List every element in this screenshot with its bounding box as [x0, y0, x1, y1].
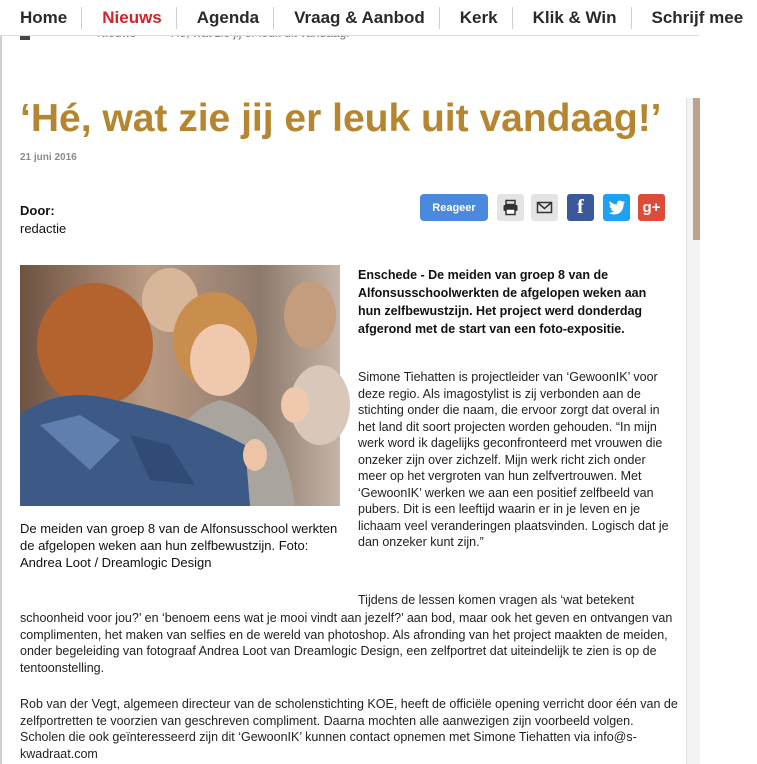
nav-item-schrijf-mee[interactable]: Schrijf mee — [651, 7, 744, 27]
paragraph-text: Rob van der Vegt, algemeen directeur van de scholenstichting KOE, heeft de officiële opening verricht door één van de zelfportretten te voorzien van geschreven compliment. Daarna mochten alle aanwezigen zijn voorbeeld volgen. Scholen die ook geïnteresseerd zijn dit ‘GewoonIK’ kunnen contact opnemen met Simone Tiehatten via info@s-kwadraat.com — [20, 697, 678, 761]
facebook-icon[interactable]: f — [567, 194, 594, 221]
article-paragraph — [358, 369, 672, 551]
sidebar-photo — [693, 98, 700, 240]
article-intro: Enschede - De meiden van groep 8 van de Alfonsusschoolwerkten de afgelopen weken aan hun zelfbewustzijn. Het project werd donderdag afgerond met de start van een foto-expositie. — [358, 268, 647, 336]
nav-item-kerk[interactable]: Kerk — [440, 7, 513, 29]
photo-caption: De meiden van groep 8 van de Alfonsusschool werkten de afgelopen weken aan hun zelfbewustzijn. Foto: Andrea Loot / Dreamlogic Design — [20, 521, 338, 570]
main-nav — [0, 0, 744, 36]
google-plus-icon[interactable]: g+ — [638, 194, 665, 221]
article-photo — [20, 265, 340, 506]
nav-item-agenda[interactable]: Agenda — [177, 7, 274, 29]
article-paragraph — [20, 696, 680, 762]
sidebar-edge — [686, 98, 700, 764]
page-left-border — [0, 0, 2, 764]
paragraph-text: schoonheid voor jou?’ en ‘benoem eens wat je mooi vindt aan jezelf?’ aan bod, maar ook het geven en ontvangen van complimenten, het maken van selfies en de wereld van photoshop. Als afronding van het project maakten de meiden, onder begeleiding van fotograaf Andrea Loot van Dreamlogic Design, een zelfportret dat uiteindelijk te zien is op de tentoonstelling. — [20, 611, 673, 675]
author-name: redactie — [20, 221, 67, 236]
paragraph-text: Simone Tiehatten is projectleider van ‘GewoonIK’ voor deze regio. Als imagostylist is zij verbonden aan de stichting onder die naam, die ervoor zorgt dat overal in het land dit soort projecten worden gehouden. “In mijn werk word ik dagelijks geconfronteerd met vrouwen die onzeker zijn over zichzelf. Mijn werk richt zich onder meer op het vergroten van hun zelfvertrouwen. Met ‘GewoonIK’ werken we aan een positief zelfbeeld van pubers. Dit is een leeftijd waarin er in je leven en je lichaam veel veranderingen plaatsvinden. Logisch dat je dan onzeker kunt zijn.” — [358, 370, 669, 549]
nav-item-klik-win[interactable]: Klik & Win — [513, 7, 632, 29]
nav-item-home[interactable]: Home — [0, 7, 82, 29]
mail-icon[interactable] — [531, 194, 558, 221]
nav-item-nieuws[interactable]: Nieuws — [82, 7, 177, 29]
article-title: ‘Hé, wat zie jij er leuk uit vandaag!’ — [20, 97, 662, 140]
twitter-icon[interactable] — [603, 194, 630, 221]
nav-item-vraag-aanbod[interactable]: Vraag & Aanbod — [274, 7, 440, 29]
article-date: 21 juni 2016 — [20, 152, 77, 163]
article-paragraph — [20, 610, 675, 676]
paragraph-start: Tijdens de lessen komen vragen als ‘wat betekent — [358, 593, 635, 607]
react-button[interactable]: Reageer — [420, 194, 488, 221]
author-label: Door: — [20, 203, 55, 218]
print-icon[interactable] — [497, 194, 524, 221]
